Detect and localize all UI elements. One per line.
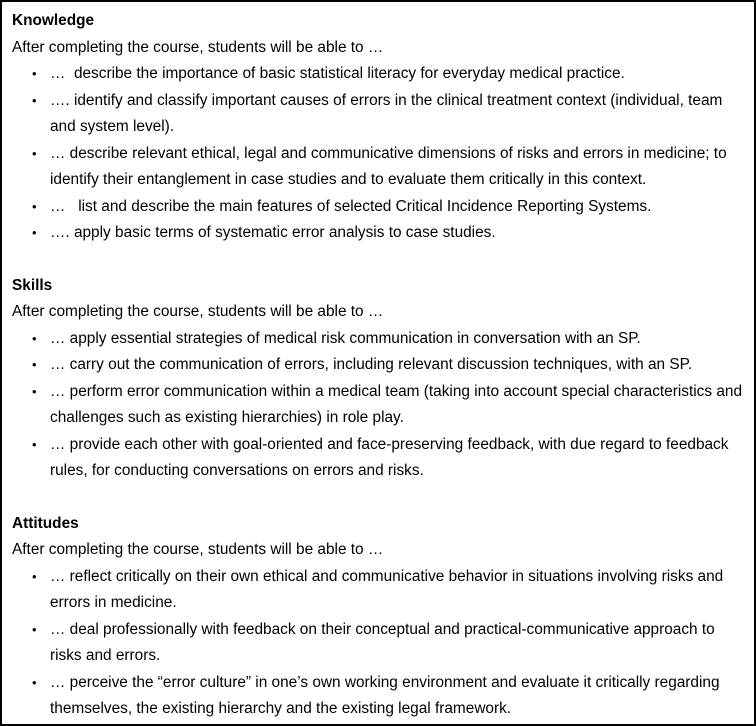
bullet-text: …. apply basic terms of systematic error analysis to case studies. [50, 224, 496, 241]
bullet-list [12, 564, 749, 723]
bullet-text: … deal professionally with feedback on their conceptual and practical-communicative approach to risks and errors. [50, 620, 720, 664]
bullet-text: … reflect critically on their own ethical and communicative behavior in situations involving risks and errors in medicine. [50, 567, 728, 611]
bullet-icon: • [32, 198, 37, 214]
section-intro: After completing the course, students will be able to … [12, 541, 384, 558]
bullet-text: … perform error communication within a medical team (taking into account special characteristics and challenges such as existing hierarchies) in role play. [50, 382, 747, 426]
bullet-text: …. identify and classify important causes of errors in the clinical treatment context (individual, team and system level). [50, 91, 727, 135]
section-intro: After completing the course, students will be able to … [12, 303, 384, 320]
bullet-icon: • [32, 357, 37, 372]
bullet-list [12, 61, 749, 247]
list-item [12, 617, 749, 670]
bullet-icon: • [32, 621, 37, 637]
bullet-list [12, 326, 749, 485]
list-item [12, 352, 749, 379]
bullet-icon: • [32, 92, 37, 108]
section-intro: After completing the course, students will be able to … [12, 38, 384, 56]
list-item [12, 61, 749, 88]
section-knowledge [12, 8, 749, 247]
list-item [12, 379, 749, 432]
bullet-text: … list and describe the main features of selected Critical Incidence Reporting Systems. [50, 197, 652, 215]
list-item [12, 432, 749, 485]
section-attitudes [12, 511, 749, 723]
list-item [12, 88, 749, 141]
section-skills [12, 273, 749, 485]
bullet-icon: • [32, 330, 37, 346]
list-item [12, 141, 749, 194]
list-item [12, 220, 749, 247]
section-heading: Skills [12, 276, 53, 294]
bullet-text: … provide each other with goal-oriented and face-preserving feedback, with due regard to feedback rules, for conducting conversations on errors and risks. [50, 435, 733, 479]
bullet-text: … apply essential strategies of medical risk communication in conversation with an SP. [50, 329, 641, 347]
bullet-text: … describe the importance of basic statistical literacy for everyday medical practice. [50, 65, 625, 82]
bullet-text: … perceive the “error culture” in one’s own working environment and evaluate it critically regarding themselves, the existing hierarchy and the existing legal framework. [50, 673, 724, 717]
list-item [12, 194, 749, 221]
bullet-text: … describe relevant ethical, legal and communicative dimensions of risks and errors in medicine; to identify their entanglement in case studies and to evaluate them critically in this context. [50, 144, 731, 188]
bullet-icon: • [32, 568, 37, 584]
bullet-text: … carry out the communication of errors, including relevant discussion techniques, with an SP. [50, 356, 693, 373]
bullet-icon: • [32, 225, 37, 240]
bullet-icon: • [32, 145, 37, 161]
section-heading: Knowledge [12, 12, 95, 29]
bullet-icon: • [32, 436, 37, 452]
list-item [12, 564, 749, 617]
bullet-icon: • [32, 383, 37, 399]
section-heading: Attitudes [12, 514, 79, 532]
bullet-icon: • [32, 674, 37, 690]
bullet-icon: • [32, 66, 37, 81]
list-item [12, 670, 749, 723]
list-item [12, 326, 749, 353]
